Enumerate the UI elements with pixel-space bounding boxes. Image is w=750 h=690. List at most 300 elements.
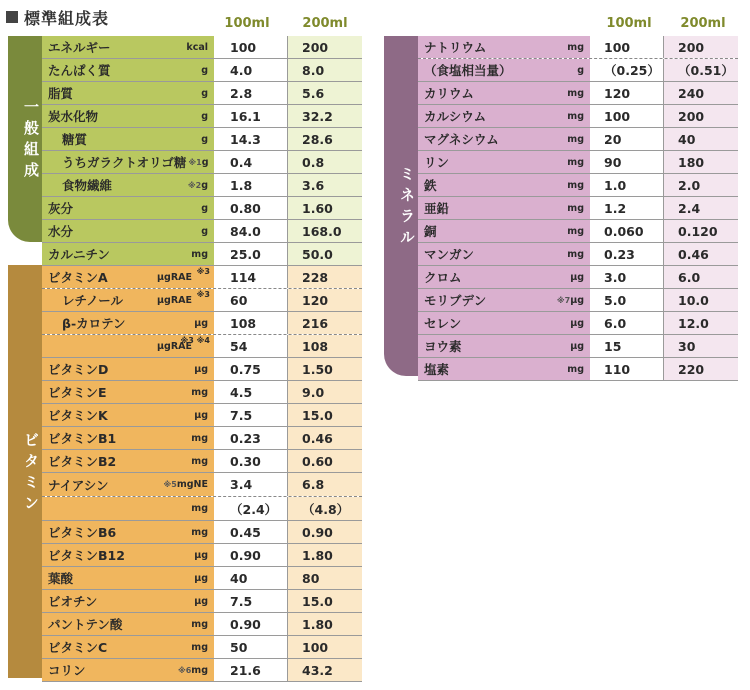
- mineral-row-value-200ml: 200: [664, 36, 738, 58]
- vitamin-row: [42, 521, 362, 544]
- general-row: [42, 197, 362, 220]
- vitamin-row-value-200ml: 120: [288, 289, 362, 311]
- mineral-row: [418, 105, 738, 128]
- general-row-name-cell: [42, 82, 214, 104]
- vitamin-row-note: ※6: [177, 665, 192, 675]
- mineral-row-unit-text: μg: [570, 271, 584, 283]
- mineral-row: [418, 312, 738, 335]
- vitamin-row-value-100ml: 108: [214, 312, 288, 334]
- vitamin-row-unit-text: mg: [191, 664, 208, 676]
- mineral-row-value-200ml: 0.120: [664, 220, 738, 242]
- vitamin-row-note: ※3: [196, 267, 210, 276]
- mineral-row-unit-text: mg: [567, 179, 584, 191]
- vitamin-row: [42, 266, 362, 289]
- mineral-row-unit-text: mg: [567, 156, 584, 168]
- vitamin-row-unit: [191, 387, 214, 398]
- vitamin-row-name-cell: [42, 358, 214, 380]
- vitamin-row-value-200ml: 0.90: [288, 521, 362, 543]
- general-row: [42, 82, 362, 105]
- vitamin-row: [42, 497, 362, 521]
- general-row-value-100ml: 2.8: [214, 82, 288, 104]
- vitamin-row-unit: [191, 527, 214, 538]
- mineral-row-unit: [567, 180, 590, 191]
- vitamin-row-unit-text: mg: [191, 455, 208, 467]
- vitamin-row-unit: [191, 433, 214, 444]
- mineral-row-unit-text: μg: [570, 317, 584, 329]
- vitamin-row-name-cell: [42, 659, 214, 681]
- mineral-row-value-100ml: （0.25）: [590, 59, 664, 81]
- vitamin-row-label: ビタミンK: [48, 408, 108, 423]
- mineral-row-value-100ml: 0.060: [590, 220, 664, 242]
- vitamin-row-value-200ml: （4.8）: [288, 497, 362, 520]
- vitamin-row-name-cell: [42, 544, 214, 566]
- mineral-row-value-100ml: 120: [590, 82, 664, 104]
- mineral-row-name-cell: [418, 220, 590, 242]
- vitamin-row-unit: [191, 503, 214, 514]
- vitamin-row: [42, 590, 362, 613]
- general-row-name-cell: [42, 105, 214, 127]
- vitamin-row-name-cell: [42, 450, 214, 472]
- mineral-row-value-200ml: 2.4: [664, 197, 738, 219]
- vitamin-row-label: ビオチン: [48, 594, 98, 609]
- vitamin-row-label: コリン: [48, 663, 86, 678]
- mineral-side-label: ミネラル: [384, 36, 418, 376]
- vitamin-row-unit: [194, 410, 214, 421]
- vitamin-row: [42, 613, 362, 636]
- mineral-row-label: ヨウ素: [424, 339, 462, 354]
- general-side-label: 一般組成: [8, 36, 42, 242]
- vitamin-row-value-200ml: 9.0: [288, 381, 362, 403]
- mineral-table: [418, 36, 738, 381]
- general-row-value-200ml: 1.60: [288, 197, 362, 219]
- vitamin-row-value-200ml: 1.80: [288, 544, 362, 566]
- vitamin-row: [42, 289, 362, 312]
- mineral-row: [418, 36, 738, 59]
- mineral-row-label: 亜鉛: [424, 201, 450, 216]
- vitamin-row-unit-text: μg: [194, 409, 208, 421]
- mineral-row-unit: [567, 203, 590, 214]
- general-row-value-100ml: 14.3: [214, 128, 288, 150]
- mineral-row-value-200ml: 30: [664, 335, 738, 357]
- general-row-value-100ml: 100: [214, 36, 288, 58]
- general-row-unit: [191, 249, 214, 260]
- vitamin-row-unit-text: μg: [194, 549, 208, 561]
- general-row-label: カルニチン: [48, 247, 110, 262]
- general-row-label: エネルギー: [48, 40, 111, 55]
- mineral-row-value-200ml: 0.46: [664, 243, 738, 265]
- vitamin-row-unit: [191, 665, 214, 676]
- mineral-row-value-100ml: 1.0: [590, 174, 664, 196]
- vitamin-row-value-100ml: 7.5: [214, 590, 288, 612]
- mineral-row: [418, 151, 738, 174]
- mineral-row-name-cell: [418, 289, 590, 311]
- vitamin-row-name-cell: [42, 590, 214, 612]
- mineral-row-unit: [567, 111, 590, 122]
- vitamin-row-unit-text: mg: [191, 526, 208, 538]
- vitamin-row-value-100ml: 21.6: [214, 659, 288, 681]
- vitamin-row-unit-text: mg: [191, 503, 208, 514]
- vitamin-row-unit-text: μg: [194, 363, 208, 375]
- mineral-row-value-100ml: 20: [590, 128, 664, 150]
- mineral-row: [418, 59, 738, 82]
- mineral-row: [418, 82, 738, 105]
- vitamin-row-value-200ml: 228: [288, 266, 362, 288]
- general-row-value-100ml: 0.4: [214, 151, 288, 173]
- vitamin-row-value-100ml: 3.4: [214, 473, 288, 496]
- general-row-note: ※1: [188, 157, 202, 167]
- vitamin-row-unit-text: mg: [191, 618, 208, 630]
- general-row-name-cell: [42, 151, 214, 173]
- general-row-value-100ml: 4.0: [214, 59, 288, 81]
- mineral-row-unit: [567, 157, 590, 168]
- mineral-row-label: クロム: [424, 270, 462, 285]
- vitamin-row: [42, 659, 362, 682]
- general-row-unit-text: g: [201, 110, 208, 122]
- vitamin-row: [42, 567, 362, 590]
- vitamin-row-label: β-カロテン: [62, 316, 126, 331]
- vitamin-row-unit-text: μgRAE: [157, 340, 192, 352]
- mineral-row-unit-text: mg: [567, 110, 584, 122]
- general-row: [42, 36, 362, 59]
- mineral-row-unit: [570, 272, 590, 283]
- general-row-value-200ml: 200: [288, 36, 362, 58]
- general-row: [42, 105, 362, 128]
- general-row-name-cell: [42, 59, 214, 81]
- mineral-row-value-200ml: 12.0: [664, 312, 738, 334]
- general-row-value-100ml: 84.0: [214, 220, 288, 242]
- vitamin-row-name-cell: [42, 497, 214, 520]
- mineral-row-unit: [567, 88, 590, 99]
- mineral-row-label: カリウム: [424, 86, 474, 101]
- general-row-label: 炭水化物: [48, 109, 99, 124]
- mineral-row-value-100ml: 5.0: [590, 289, 664, 311]
- vitamin-row-unit: [194, 596, 214, 607]
- mineral-row-unit-text: mg: [567, 248, 584, 260]
- general-row-unit: [201, 65, 214, 76]
- vitamin-row-unit: [194, 318, 214, 329]
- vitamin-row-unit-text: μg: [194, 572, 208, 584]
- mineral-row: [418, 174, 738, 197]
- table-title-text: 標準組成表: [24, 8, 110, 28]
- mineral-row-unit-text: mg: [567, 87, 584, 99]
- mineral-row-unit-text: mg: [567, 41, 584, 53]
- vitamin-row-name-cell: [42, 521, 214, 543]
- mineral-row-value-200ml: （0.51）: [664, 59, 738, 81]
- general-row-label: 灰分: [48, 201, 74, 216]
- mineral-row: [418, 243, 738, 266]
- mineral-row: [418, 266, 738, 289]
- vitamin-row-value-200ml: 0.46: [288, 427, 362, 449]
- general-row-unit-text: g: [201, 179, 208, 191]
- vitamin-row-value-200ml: 6.8: [288, 473, 362, 496]
- general-row: [42, 220, 362, 243]
- mineral-row-label: ナトリウム: [424, 40, 487, 55]
- mineral-row-value-200ml: 2.0: [664, 174, 738, 196]
- vitamin-row-label: ビタミンB6: [48, 525, 117, 540]
- mineral-row: [418, 128, 738, 151]
- vitamin-row-unit-text: mg: [191, 386, 208, 398]
- vitamin-row-value-100ml: 54: [214, 335, 288, 357]
- general-row-value-200ml: 8.0: [288, 59, 362, 81]
- vitamin-row-name-cell: [42, 381, 214, 403]
- vitamin-row-value-200ml: 43.2: [288, 659, 362, 681]
- vitamin-row-name-cell: [42, 567, 214, 589]
- mineral-row-unit: [567, 42, 590, 53]
- vitamin-row-unit: [191, 642, 214, 653]
- vitamin-row-unit: [177, 479, 214, 490]
- general-row-unit-text: g: [201, 87, 208, 99]
- vitamin-row-unit-text: mg: [191, 432, 208, 444]
- mineral-row-label: リン: [424, 155, 450, 170]
- general-row-unit-text: mg: [191, 248, 208, 260]
- vitamin-row-value-200ml: 15.0: [288, 590, 362, 612]
- vitamin-row-unit: [194, 364, 214, 375]
- vitamin-row-name-cell: [42, 335, 214, 357]
- vitamin-row-note: ※3: [196, 290, 210, 299]
- vitamin-table: [42, 266, 362, 682]
- mineral-row-name-cell: [418, 82, 590, 104]
- vitamin-row-label: ビタミンC: [48, 640, 108, 655]
- general-row-label: 脂質: [48, 86, 74, 101]
- mineral-row-value-100ml: 90: [590, 151, 664, 173]
- mineral-row: [418, 197, 738, 220]
- vitamin-row-value-100ml: 0.30: [214, 450, 288, 472]
- vitamin-side-label: ビタミン: [8, 265, 42, 678]
- mineral-row-unit: [567, 249, 590, 260]
- vitamin-row: [42, 381, 362, 404]
- mineral-row-name-cell: [418, 312, 590, 334]
- vitamin-row: [42, 450, 362, 473]
- vitamin-row-label: ビタミンB1: [48, 431, 117, 446]
- mineral-row-unit-text: mg: [567, 133, 584, 145]
- vitamin-row-value-100ml: 40: [214, 567, 288, 589]
- vitamin-row-value-100ml: 50: [214, 636, 288, 658]
- general-row-value-100ml: 16.1: [214, 105, 288, 127]
- mineral-row-value-200ml: 10.0: [664, 289, 738, 311]
- mineral-row-label: モリブデン: [424, 293, 487, 308]
- mineral-row-name-cell: [418, 36, 590, 58]
- header-100ml-left: 100ml: [224, 16, 270, 31]
- vitamin-row-unit: [191, 456, 214, 467]
- vitamin-row-unit: [194, 550, 214, 561]
- general-row-unit-text: g: [201, 133, 208, 145]
- general-row-unit: [201, 134, 214, 145]
- mineral-row-value-100ml: 1.2: [590, 197, 664, 219]
- mineral-row-name-cell: [418, 335, 590, 357]
- general-row: [42, 174, 362, 197]
- general-row-name-cell: [42, 243, 214, 265]
- vitamin-row-value-100ml: 0.90: [214, 613, 288, 635]
- vitamin-row-unit: [191, 619, 214, 630]
- vitamin-row: [42, 335, 362, 358]
- vitamin-row-value-100ml: 60: [214, 289, 288, 311]
- mineral-row-unit-text: mg: [567, 363, 584, 375]
- mineral-row-label: 塩素: [424, 362, 450, 377]
- mineral-row-value-100ml: 15: [590, 335, 664, 357]
- vitamin-row-name-cell: [42, 427, 214, 449]
- general-row-unit-text: kcal: [186, 41, 208, 53]
- vitamin-row-value-100ml: 4.5: [214, 381, 288, 403]
- vitamin-row: [42, 427, 362, 450]
- general-row-label: たんぱく質: [48, 63, 111, 78]
- mineral-row-value-100ml: 110: [590, 358, 664, 380]
- general-row-unit: [186, 42, 214, 53]
- mineral-row: [418, 358, 738, 381]
- mineral-row-value-100ml: 3.0: [590, 266, 664, 288]
- general-row-label: 糖質: [62, 132, 88, 147]
- vitamin-row: [42, 636, 362, 659]
- vitamin-row-value-200ml: 80: [288, 567, 362, 589]
- general-row-label: 食物繊維: [62, 178, 113, 193]
- mineral-row-unit: [570, 341, 590, 352]
- mineral-row-label: 鉄: [424, 178, 437, 193]
- mineral-row-value-200ml: 240: [664, 82, 738, 104]
- general-row-unit: [201, 88, 214, 99]
- mineral-row-name-cell: [418, 243, 590, 265]
- mineral-row-value-100ml: 100: [590, 36, 664, 58]
- vitamin-row-value-100ml: 0.75: [214, 358, 288, 380]
- general-row-value-100ml: 1.8: [214, 174, 288, 196]
- vitamin-row-label: パントテン酸: [48, 617, 123, 632]
- mineral-row-unit: [570, 318, 590, 329]
- table-title: [6, 6, 109, 28]
- vitamin-row-value-200ml: 100: [288, 636, 362, 658]
- general-row-name-cell: [42, 128, 214, 150]
- mineral-row-unit-text: mg: [567, 225, 584, 237]
- general-composition-table: [42, 36, 362, 266]
- general-row-label: 水分: [48, 224, 74, 239]
- vitamin-row-value-200ml: 1.80: [288, 613, 362, 635]
- general-row-unit: [202, 157, 215, 168]
- general-row: [42, 59, 362, 82]
- vitamin-row-unit-text: μg: [194, 595, 208, 607]
- vitamin-row-label: ナイアシン: [48, 477, 109, 493]
- vitamin-row: [42, 473, 362, 497]
- mineral-row-unit: [567, 364, 590, 375]
- mineral-row: [418, 220, 738, 243]
- vitamin-row-label: ビタミンB12: [48, 548, 125, 563]
- header-100ml-right: 100ml: [606, 16, 652, 31]
- mineral-row-name-cell: [418, 358, 590, 380]
- general-row-unit: [201, 180, 214, 191]
- vitamin-row-name-cell: [42, 266, 214, 288]
- vitamin-row-value-200ml: 15.0: [288, 404, 362, 426]
- mineral-row-label: カルシウム: [424, 109, 487, 124]
- vitamin-row: [42, 358, 362, 381]
- mineral-row-value-200ml: 220: [664, 358, 738, 380]
- general-row-note: ※2: [187, 180, 202, 190]
- mineral-row-value-200ml: 200: [664, 105, 738, 127]
- general-row-value-200ml: 3.6: [288, 174, 362, 196]
- mineral-row-label: マグネシウム: [424, 132, 499, 147]
- mineral-row-unit: [577, 65, 590, 76]
- vitamin-row-value-100ml: 114: [214, 266, 288, 288]
- general-row-value-200ml: 50.0: [288, 243, 362, 265]
- general-row-name-cell: [42, 174, 214, 196]
- mineral-row-value-200ml: 180: [664, 151, 738, 173]
- header-200ml-left: 200ml: [302, 16, 348, 31]
- vitamin-row-value-100ml: 0.90: [214, 544, 288, 566]
- general-row-value-100ml: 25.0: [214, 243, 288, 265]
- vitamin-row-name-cell: [42, 473, 214, 496]
- general-row-unit: [201, 203, 214, 214]
- vitamin-row-unit-text: μgRAE: [157, 271, 192, 283]
- general-row-unit-text: g: [201, 64, 208, 76]
- mineral-row-name-cell: [418, 151, 590, 173]
- mineral-row-value-100ml: 100: [590, 105, 664, 127]
- general-row-value-200ml: 28.6: [288, 128, 362, 150]
- mineral-row-unit-text: μg: [570, 294, 584, 306]
- general-row: [42, 243, 362, 266]
- vitamin-row-label: ビタミンE: [48, 385, 107, 400]
- mineral-row-name-cell: [418, 128, 590, 150]
- mineral-row-name-cell: [418, 174, 590, 196]
- square-bullet-icon: [6, 11, 18, 23]
- mineral-row-unit: [570, 295, 590, 306]
- general-row-value-200ml: 168.0: [288, 220, 362, 242]
- vitamin-row-value-200ml: 1.50: [288, 358, 362, 380]
- general-row-unit: [201, 226, 214, 237]
- vitamin-row-value-100ml: 7.5: [214, 404, 288, 426]
- mineral-row-label: セレン: [424, 316, 462, 331]
- general-row: [42, 151, 362, 174]
- vitamin-row-value-200ml: 0.60: [288, 450, 362, 472]
- mineral-row-unit-text: μg: [570, 340, 584, 352]
- mineral-row-name-cell: [418, 266, 590, 288]
- vitamin-row-name-cell: [42, 613, 214, 635]
- mineral-row-value-100ml: 0.23: [590, 243, 664, 265]
- vitamin-row-value-200ml: 108: [288, 335, 362, 357]
- general-row-name-cell: [42, 220, 214, 242]
- vitamin-row-label: レチノール: [62, 293, 124, 308]
- vitamin-row-note: ※3 ※4: [180, 336, 210, 345]
- vitamin-row-label: ビタミンB2: [48, 454, 117, 469]
- general-row-value-200ml: 0.8: [288, 151, 362, 173]
- mineral-row-unit-text: mg: [567, 202, 584, 214]
- vitamin-row-value-100ml: 0.45: [214, 521, 288, 543]
- mineral-row: [418, 289, 738, 312]
- mineral-row-label: 銅: [424, 224, 437, 239]
- vitamin-row-unit-text: μg: [194, 317, 208, 329]
- vitamin-row-unit-text: mgNE: [176, 479, 208, 490]
- vitamin-row-label: ビタミンA: [48, 270, 108, 285]
- general-row-value-200ml: 5.6: [288, 82, 362, 104]
- vitamin-row: [42, 404, 362, 427]
- vitamin-row: [42, 544, 362, 567]
- general-row-name-cell: [42, 197, 214, 219]
- general-row-unit-text: g: [201, 225, 208, 237]
- header-200ml-right: 200ml: [680, 16, 726, 31]
- mineral-row-unit-text: g: [577, 64, 584, 76]
- mineral-row-unit: [567, 226, 590, 237]
- vitamin-row-name-cell: [42, 289, 214, 311]
- mineral-row: [418, 335, 738, 358]
- general-row-value-200ml: 32.2: [288, 105, 362, 127]
- mineral-row-value-200ml: 40: [664, 128, 738, 150]
- vitamin-row: [42, 312, 362, 335]
- vitamin-row-value-100ml: （2.4）: [214, 497, 288, 520]
- mineral-row-value-100ml: 6.0: [590, 312, 664, 334]
- vitamin-row-unit-text: μgRAE: [157, 294, 192, 306]
- mineral-row-name-cell: [418, 105, 590, 127]
- vitamin-row-name-cell: [42, 312, 214, 334]
- vitamin-row-name-cell: [42, 404, 214, 426]
- mineral-row-name-cell: [418, 197, 590, 219]
- vitamin-row-label: ビタミンD: [48, 362, 109, 377]
- vitamin-row-name-cell: [42, 636, 214, 658]
- general-row-value-100ml: 0.80: [214, 197, 288, 219]
- mineral-row-value-200ml: 6.0: [664, 266, 738, 288]
